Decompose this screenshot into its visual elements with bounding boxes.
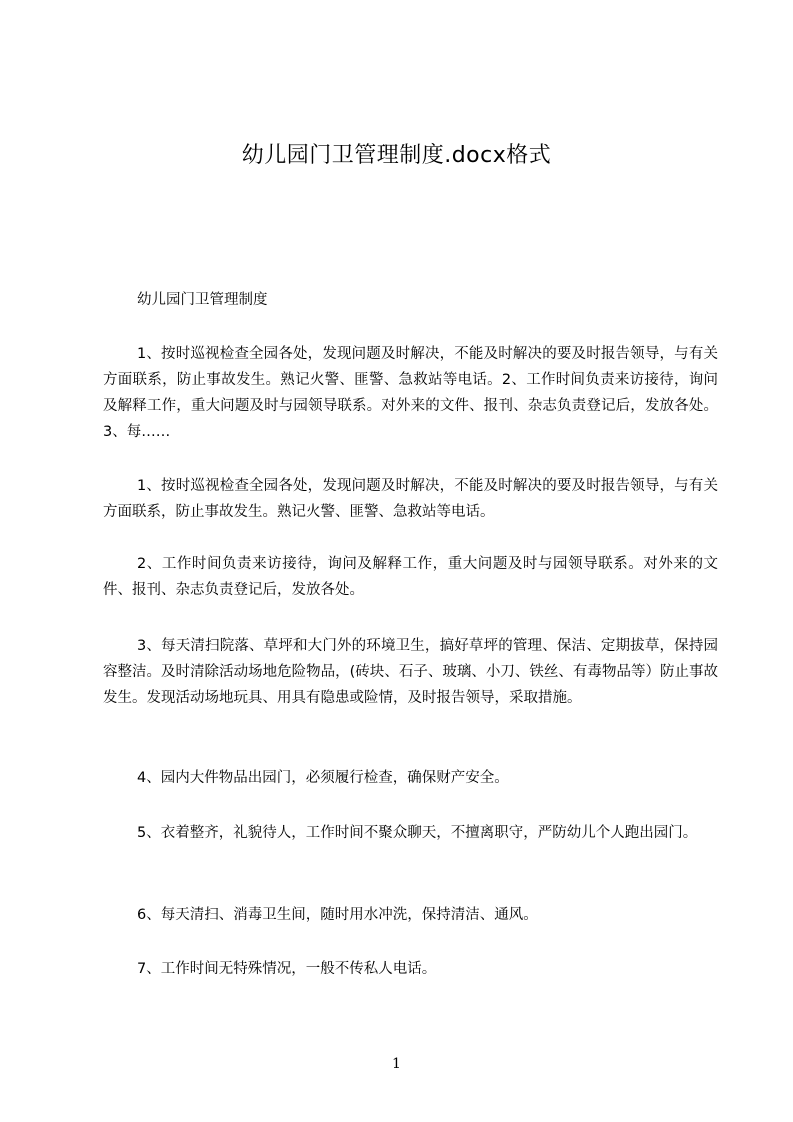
document-title: 幼儿园门卫管理制度.docx格式 — [241, 143, 552, 168]
rule-text-1: 1、按时巡视检查全园各处，发现问题及时解决，不能及时解决的要及时报告领导，与有关方面联系，防止事故发生。熟记火警、匪警、急救站等电话。 — [103, 478, 718, 520]
rule-paragraph-6 — [103, 902, 718, 928]
rule-paragraph-2 — [103, 551, 718, 603]
rule-paragraph-3 — [103, 633, 718, 711]
rule-paragraph-1 — [103, 473, 718, 525]
rule-text-3: 3、每天清扫院落、草坪和大门外的环境卫生，搞好草坪的管理、保洁、定期拔草，保持园容整洁。及时清除活动场地危险物品，(砖块、石子、玻璃、小刀、铁丝、有毒物品等）防止事故发生。发现活动场地玩具、用具有隐患或险情，及时报告领导，采取措施。 — [103, 638, 718, 706]
rule-text-7: 7、工作时间无特殊情况，一般不传私人电话。 — [137, 961, 437, 977]
rule-paragraph-7 — [103, 956, 718, 982]
document-subtitle: 幼儿园门卫管理制度 — [137, 292, 268, 308]
rule-paragraph-5 — [103, 820, 718, 846]
rule-text-6: 6、每天清扫、消毒卫生间，随时用水冲洗，保持清洁、通风。 — [137, 907, 538, 923]
summary-paragraph — [103, 341, 718, 445]
rule-text-5: 5、衣着整齐，礼貌待人，工作时间不聚众聊天，不擅离职守，严防幼儿个人跑出园门。 — [137, 825, 698, 841]
rule-text-4: 4、园内大件物品出园门，必须履行检查，确保财产安全。 — [137, 770, 509, 786]
page-number: 1 — [392, 1056, 401, 1072]
rule-paragraph-4 — [103, 765, 718, 791]
summary-text: 1、按时巡视检查全园各处，发现问题及时解决，不能及时解决的要及时报告领导，与有关方面联系，防止事故发生。熟记火警、匪警、急救站等电话。2、工作时间负责来访接待，询问及解释工作，重大问题及时与园领导联系。对外来的文件、报刊、杂志负责登记后，发放各处。3、每…… — [103, 346, 718, 440]
rule-text-2: 2、工作时间负责来访接待，询问及解释工作，重大问题及时与园领导联系。对外来的文件、报刊、杂志负责登记后，发放各处。 — [103, 556, 718, 598]
